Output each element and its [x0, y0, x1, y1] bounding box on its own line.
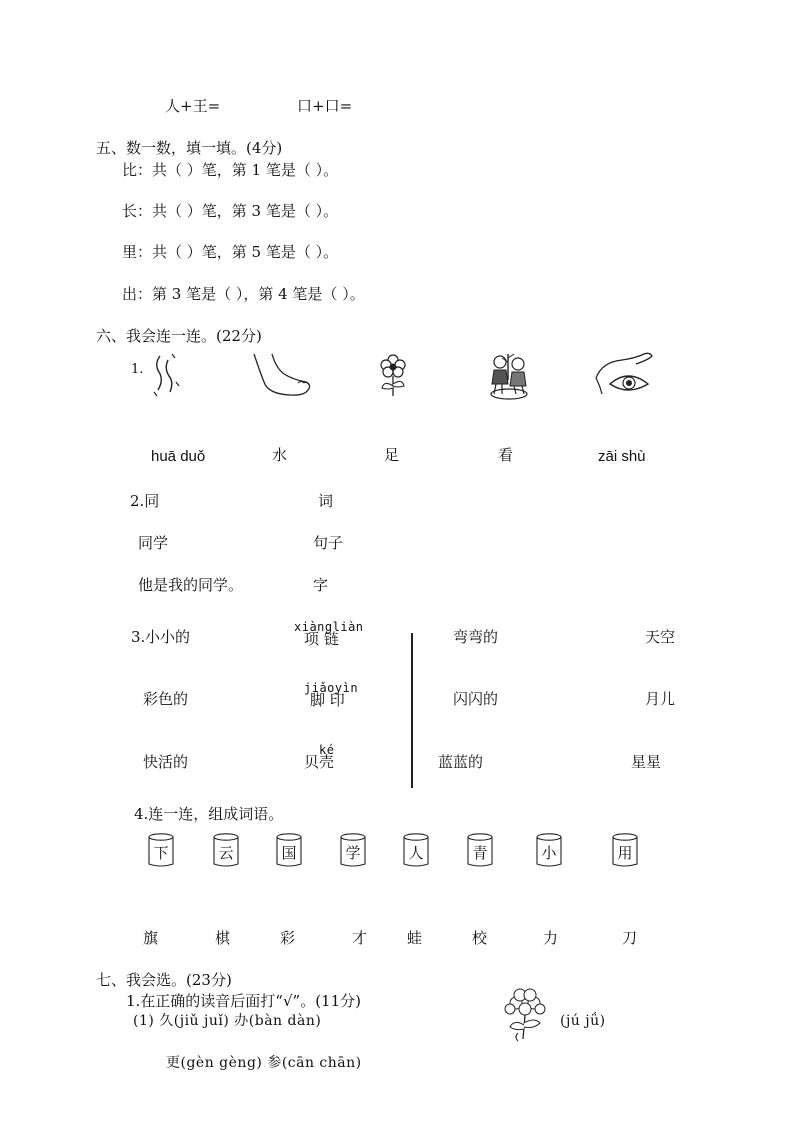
character-cup: 学 — [340, 833, 366, 867]
q3-noun: 项 链 — [304, 630, 339, 648]
stroke-count-line: 比：共（ ）笔，第 1 笔是（ ）。 — [122, 161, 339, 179]
pinyin-word: huā duǒ — [151, 448, 206, 465]
q3-noun: 贝壳 — [304, 753, 335, 771]
q2-category: 句子 — [313, 534, 344, 552]
radical-equation: 口+口= — [297, 97, 353, 115]
section-seven-title: 七、我会选。(23分) — [96, 971, 232, 989]
match-word: 看 — [498, 446, 514, 464]
chrysanthemum-picture — [496, 985, 554, 1047]
section-six-title: 六、我会连一连。(22分) — [96, 327, 262, 345]
q3-adjective: 闪闪的 — [453, 690, 499, 708]
water-splash-picture — [150, 352, 182, 402]
q1-title: 1.在正确的读音后面打“√”。(11分) — [126, 992, 361, 1010]
q4-title: 4.连一连，组成词语。 — [134, 805, 284, 823]
match-character: 校 — [472, 929, 488, 947]
tree-planting-picture — [486, 350, 532, 404]
q3-adjective: 弯弯的 — [453, 628, 499, 646]
stroke-count-line: 出：第 3 笔是（ ），第 4 笔是（ ）。 — [122, 285, 365, 303]
match-character: 彩 — [280, 929, 296, 947]
q3-noun: 月儿 — [645, 690, 676, 708]
foot-picture — [246, 352, 314, 402]
question-number: 3. — [131, 628, 146, 646]
pinyin-annotation: xiàngliàn — [294, 620, 364, 634]
match-character: 力 — [543, 929, 559, 947]
radical-equation: 人+王= — [165, 97, 221, 115]
match-character: 蛙 — [407, 929, 423, 947]
q2-item: 他是我的同学。 — [138, 576, 244, 594]
match-word: 水 — [272, 446, 288, 464]
divider-line — [411, 633, 413, 788]
eye-with-hand-picture — [592, 352, 656, 402]
q3-adjective: 蓝蓝的 — [438, 753, 484, 771]
pinyin-choice[interactable]: (jú jǘ) — [560, 1013, 606, 1029]
character-cup: 用 — [612, 833, 638, 867]
match-word: 足 — [384, 446, 400, 464]
character-cup: 青 — [467, 833, 493, 867]
character-cup: 下 — [148, 833, 174, 867]
match-character: 棋 — [215, 929, 231, 947]
pinyin-annotation: ké — [319, 743, 335, 757]
character-cup: 人 — [403, 833, 429, 867]
q3-adjective: 小小的 — [145, 628, 191, 646]
section-five-title: 五、数一数，填一填。(4分) — [96, 139, 283, 157]
flower-picture — [374, 350, 412, 402]
q3-noun: 脚 印 — [310, 691, 345, 709]
question-number: 1. — [131, 362, 144, 377]
pinyin-choice-row[interactable]: (1) 久(jiǔ juǐ) 办(bàn dàn) — [133, 1013, 322, 1029]
character-cup: 小 — [536, 833, 562, 867]
q2-item: 同学 — [138, 534, 169, 552]
q3-adjective: 彩色的 — [143, 690, 189, 708]
q2-item: 2.同 — [130, 492, 160, 510]
match-character: 旗 — [143, 929, 159, 947]
q2-category: 词 — [318, 492, 334, 510]
stroke-count-line: 长：共（ ）笔，第 3 笔是（ ）。 — [122, 202, 339, 220]
pinyin-word: zāi shù — [598, 448, 646, 465]
q2-category: 字 — [313, 576, 329, 594]
q3-adjective: 快活的 — [143, 753, 189, 771]
match-character: 刀 — [622, 929, 638, 947]
q3-noun: 星星 — [631, 753, 662, 771]
stroke-count-line: 里：共（ ）笔，第 5 笔是（ ）。 — [122, 243, 339, 261]
character-cup: 云 — [213, 833, 239, 867]
pinyin-choice-row[interactable]: 更(gèn gèng) 参(cān chān) — [166, 1055, 362, 1071]
q3-noun: 天空 — [645, 628, 676, 646]
pinyin-annotation: jiǎoyìn — [304, 681, 359, 695]
match-character: 才 — [352, 929, 368, 947]
character-cup: 国 — [276, 833, 302, 867]
